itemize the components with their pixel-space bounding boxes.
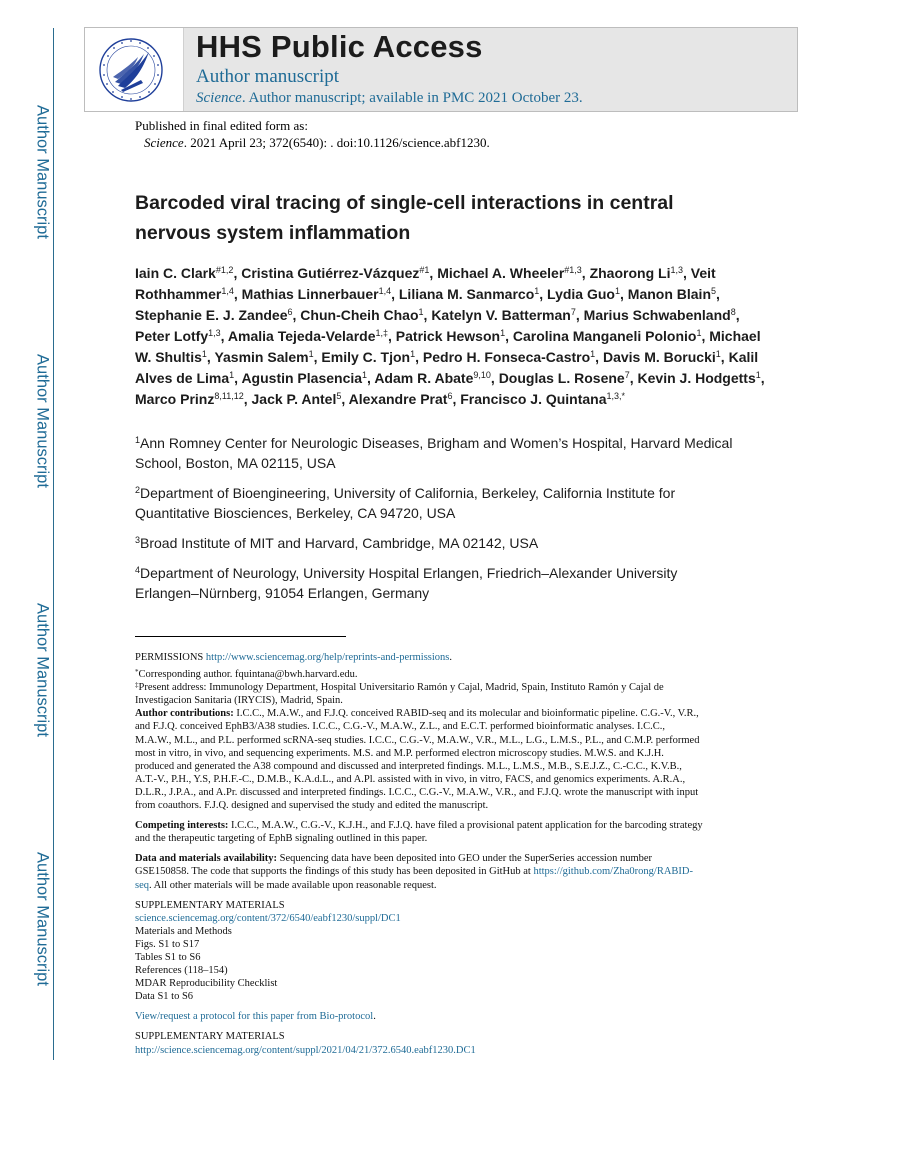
footnote-divider [135, 636, 346, 637]
page-title: HHS Public Access [196, 29, 483, 64]
author-entry: Alexandre Prat$^6$, [348, 391, 461, 407]
author-affiliation-marker: 1,3 [670, 265, 683, 275]
author-name: Kevin J. Hodgetts [637, 370, 756, 386]
author-entry: Katelyn V. Batterman$^7$, [431, 307, 584, 323]
publication-info [135, 117, 490, 151]
author-affiliation-marker: 7 [570, 307, 576, 317]
author-name: Amalia Tejeda-Velarde [227, 328, 376, 344]
author-name: Michael A. Wheeler [437, 265, 565, 281]
author-affiliation-marker: #1,3 [564, 265, 582, 275]
permissions-line: PERMISSIONS http://www.sciencemag.org/help/reprints-and-permissions. [135, 652, 453, 663]
author-entry: Manon Blain$^5$, [627, 286, 720, 302]
author-entry: Marius Schwabenland$^8$, [583, 307, 740, 323]
author-name: Liliana M. Sanmarco [398, 286, 535, 302]
author-affiliation-marker: 1 [418, 307, 424, 317]
supp2-link[interactable]: http://science.sciencemag.org/content/suppl/2021/04/21/372.6540.eabf1230.DC1 [135, 1044, 476, 1056]
protocol-link[interactable]: View/request a protocol for this paper from Bio-protocol [135, 1011, 374, 1023]
author-entry: Mathias Linnerbauer$^{1,4}$, [241, 286, 399, 302]
protocol-line: View/request a protocol for this paper from Bio-protocol. [135, 1011, 376, 1023]
author-entry: Emily C. Tjon$^1$, [321, 349, 423, 365]
sidebar-label: Author Manuscript [33, 852, 52, 986]
author-name: Kalil Alves de Lima [135, 349, 759, 386]
title-line: nervous system inflammation [135, 222, 411, 244]
citation [135, 134, 490, 151]
data-availability: Data and materials availability: Sequencing data have been deposited into GEO under the SuperSeries accession number GSE150858. The code that supports the findings of this study has been deposited in GitHub at https://github.com/Zha0rong/RABID- seq. All other materials will be made available upon reasonable request. [135, 853, 693, 891]
author-name: Jack P. Antel [251, 391, 337, 407]
author-entry: Chun-Cheih Chao$^1$, [300, 307, 432, 323]
author-affiliation-marker: 1 [614, 286, 620, 296]
supp-item: MDAR Reproducibility Checklist [135, 978, 278, 990]
author-name: Manon Blain [627, 286, 712, 302]
supp-item: Tables S1 to S6 [135, 951, 201, 963]
author-name: Marco Prinz [135, 391, 215, 407]
author-entry: Davis M. Borucki$^1$, [602, 349, 729, 365]
affiliation: $^1$Ann Romney Center for Neurologic Diseases, Brigham and Women’s Hospital, Harvard Medical School, Boston, MA 02115, USA [135, 435, 733, 471]
author-contributions: Author contributions: I.C.C., M.A.W., and F.J.Q. conceived RABID-seq and its molecular and bioinformatic pipeline. C.G.-V., V.R., and F.J.Q. conceived EphB3/A38 studies. I.C.C., C.G.-V., M.A.W., Z.L., and E.C.T. performed bioinformatic analyses. I.C.C., M.A.W., M.L., and P.L. performed scRNA-seq studies. I.C.C., C.G.-V., M.A.W., V.R., M.L., L.G., L.M.S., P.L., and C.M.P. performed most in vitro, in vivo, and sequencing experiments. M.S. and M.P. performed electron microscopy studies. M.W.S. and K.J.H. produced and generated the A38 compound and discussed and interpreted findings. M.L., L.M.S., M.B., S.E.J.Z., C.-C.C., K.V.B., A.T.-V., P.H., Y.S, P.H.F.-C., D.M.B., K.A.d.L., and A.Pl. assisted with in vivo, in vitro, FACS, and genomics experiments. A.R.A., D.L.R., J.P.A., and A.Pr. discussed and interpreted findings. I.C.C., C.G.-V., M.A.W., V.R., and F.J.Q. wrote the manuscript with input from coauthors. F.J.Q. designed and supervised the study and edited the manuscript. [135, 708, 700, 812]
citation-journal: Science [144, 135, 184, 150]
author-name: Patrick Hewson [395, 328, 501, 344]
author-entry: Amalia Tejeda-Velarde$^{1,\ddagger}$, [227, 328, 396, 344]
author-entry: Veit Rothhammer$^{1,4}$, [135, 265, 716, 302]
author-entry: Liliana M. Sanmarco$^1$, [398, 286, 548, 302]
author-affiliation-marker: 1,4 [221, 286, 234, 296]
github-link-cont[interactable]: seq [135, 879, 149, 891]
sidebar-label: Author Manuscript [33, 105, 52, 239]
author-entry: Jack P. Antel$^5$, [251, 391, 349, 407]
author-affiliation-marker: #1 [419, 265, 430, 275]
corresponding-author: *Corresponding author. fquintana@bwh.harvard.edu. [135, 668, 358, 681]
author-affiliation-marker: 1 [590, 349, 596, 359]
author-entry: Zhaorong Li$^{1,3}$, [589, 265, 691, 281]
supp-item: Data S1 to S6 [135, 991, 194, 1003]
author-name: Cristina Gutiérrez-Vázquez [241, 265, 420, 281]
author-name: Veit Rothhammer [135, 265, 716, 302]
author-affiliation-marker: 1 [308, 349, 314, 359]
author-entry: Peter Lotfy$^{1,3}$, [135, 328, 228, 344]
author-entry: Kalil Alves de Lima$^1$, [135, 349, 759, 386]
availability-line [196, 90, 583, 107]
author-name: Emily C. Tjon [321, 349, 411, 365]
author-entry: Adam R. Abate$^{9,10}$, [374, 370, 499, 386]
author-affiliation-marker: 1 [410, 349, 416, 359]
author-name: Carolina Manganeli Polonio [512, 328, 697, 344]
permissions-link[interactable]: http://www.sciencemag.org/help/reprints-and-permissions [205, 652, 450, 663]
author-entry: Douglas L. Rosene$^7$, [498, 370, 638, 386]
affiliation: $^4$Department of Neurology, University Hospital Erlangen, Friedrich–Alexander University Erlangen–Nürnberg, 91054 Erlangen, Germany [135, 565, 678, 601]
author-affiliation-marker: 8 [730, 307, 736, 317]
supp-item: Materials and Methods [135, 925, 232, 937]
journal-name: Science [196, 90, 242, 106]
author-name: Lydia Guo [547, 286, 615, 302]
author-name: Francisco J. Quintana [460, 391, 607, 407]
present-address: ‡Present address: Immunology Department, Hospital Universitario Ramón y Cajal, Madrid, Spain, Instituto Ramón y Cajal de [135, 681, 664, 694]
author-affiliation-marker: 1,4 [378, 286, 392, 296]
author-entry: Agustin Plasencia$^1$, [241, 370, 375, 386]
author-name: Davis M. Borucki [602, 349, 716, 365]
author-affiliation-marker: 1,‡ [375, 328, 389, 338]
availability-text: . Author manuscript; available in PMC 2021 October 23. [241, 90, 583, 106]
author-list [135, 263, 775, 410]
author-entry: Kevin J. Hodgetts$^1$, [637, 370, 765, 386]
competing-interests: Competing interests: I.C.C., M.A.W., C.G.-V., K.J.H., and F.J.Q. have filed a provisional patent application for the barcoding strategy and the therapeutic targeting of EphB signaling outlined in this paper. [135, 820, 703, 845]
author-entry: Carolina Manganeli Polonio$^1$, [512, 328, 710, 344]
author-name: Iain C. Clark [135, 265, 216, 281]
author-entry: Yasmin Salem$^1$, [214, 349, 322, 365]
sidebar-label: Author Manuscript [33, 354, 52, 488]
footnotes [135, 651, 771, 1057]
affiliation: $^3$Broad Institute of MIT and Harvard, Cambridge, MA 02142, USA [135, 535, 539, 551]
author-affiliation-marker: 1 [715, 349, 721, 359]
present-address-cont: Investigacion Sanitaria (IRYCIS), Madrid, Spain. [135, 695, 343, 707]
author-name: Agustin Plasencia [241, 370, 363, 386]
supp-item: Figs. S1 to S17 [135, 938, 200, 950]
hhs-eagle-seal-icon [85, 28, 183, 111]
author-entry: Michael W. Shultis$^1$, [135, 328, 761, 365]
supplementary-materials-2 [135, 1030, 771, 1056]
author-affiliation-marker: 9,10 [473, 370, 491, 380]
author-affiliation-marker: 1 [500, 328, 506, 338]
github-link[interactable]: https://github.com/Zha0rong/RABID- [533, 866, 693, 878]
header-content [184, 28, 797, 111]
author-name: Chun-Cheih Chao [300, 307, 419, 323]
header-subtitle: Author manuscript [196, 66, 340, 87]
author-affiliation-marker: 5 [711, 286, 717, 296]
author-affiliation-marker: 1 [229, 370, 235, 380]
supp2-title: SUPPLEMENTARY MATERIALS [135, 1031, 285, 1043]
author-name: Alexandre Prat [348, 391, 448, 407]
affiliation: $^2$Department of Bioengineering, University of California, Berkeley, California Institute for Quantitative Biosciences, Berkeley, CA 94720, USA [135, 485, 676, 521]
author-name: Yasmin Salem [214, 349, 309, 365]
article-title [135, 188, 795, 248]
supp-title: SUPPLEMENTARY MATERIALS [135, 899, 285, 911]
author-affiliation-marker: #1,2 [215, 265, 234, 275]
author-affiliation-marker: 1 [362, 370, 368, 380]
published-label: Published in final edited form as: [135, 118, 308, 133]
supp-item: References (118–154) [135, 965, 228, 977]
author-name: Peter Lotfy [135, 328, 209, 344]
author-affiliation-marker: 1,3,* [606, 391, 626, 401]
sidebar-label: Author Manuscript [33, 603, 52, 737]
author-name: Michael W. Shultis [135, 328, 761, 365]
author-affiliation-marker: 7 [624, 370, 630, 380]
author-affiliation-marker: 6 [447, 391, 453, 401]
author-affiliation-marker: 8,11,12 [214, 391, 244, 401]
title-line: Barcoded viral tracing of single-cell interactions in central [135, 192, 674, 214]
author-name: Stephanie E. J. Zandee [135, 307, 288, 323]
author-name: Douglas L. Rosene [498, 370, 625, 386]
author-entry: Patrick Hewson$^1$, [395, 328, 513, 344]
author-entry: Cristina Gutiérrez-Vázquez$^{\#1}$, [241, 265, 438, 281]
author-entry: Michael A. Wheeler$^{\#1,3}$, [437, 265, 590, 281]
citation-text: . 2021 April 23; 372(6540): . doi:10.1126/science.abf1230. [183, 135, 490, 150]
supplementary-materials [135, 899, 771, 1004]
author-name: Adam R. Abate [374, 370, 474, 386]
author-name: Mathias Linnerbauer [241, 286, 379, 302]
author-affiliation-marker: 5 [336, 391, 342, 401]
author-entry: Stephanie E. J. Zandee$^6$, [135, 307, 301, 323]
author-name: Zhaorong Li [589, 265, 671, 281]
author-affiliation-marker: 1 [201, 349, 207, 359]
supp-link[interactable]: science.sciencemag.org/content/372/6540/eabf1230/suppl/DC1 [135, 912, 401, 924]
author-entry: Lydia Guo$^1$, [547, 286, 628, 302]
author-affiliation-marker: 1 [534, 286, 540, 296]
author-entry: Marco Prinz$^{8,11,12}$, [135, 391, 252, 407]
hhs-logo [85, 28, 184, 111]
author-name: Pedro H. Fonseca-Castro [422, 349, 591, 365]
author-entry: Pedro H. Fonseca-Castro$^1$, [422, 349, 603, 365]
author-affiliation-marker: 6 [287, 307, 293, 317]
contributions-label: Author contributions: [135, 708, 234, 720]
author-affiliation-marker: 1,3 [208, 328, 221, 338]
hhs-header [84, 27, 798, 112]
author-name: Katelyn V. Batterman [431, 307, 571, 323]
author-entry: Iain C. Clark$^{\#1,2}$, [135, 265, 242, 281]
author-affiliation-marker: 1 [755, 370, 761, 380]
author-entry [460, 391, 625, 407]
author-name: Marius Schwabenland [583, 307, 731, 323]
author-affiliation-marker: 1 [696, 328, 702, 338]
